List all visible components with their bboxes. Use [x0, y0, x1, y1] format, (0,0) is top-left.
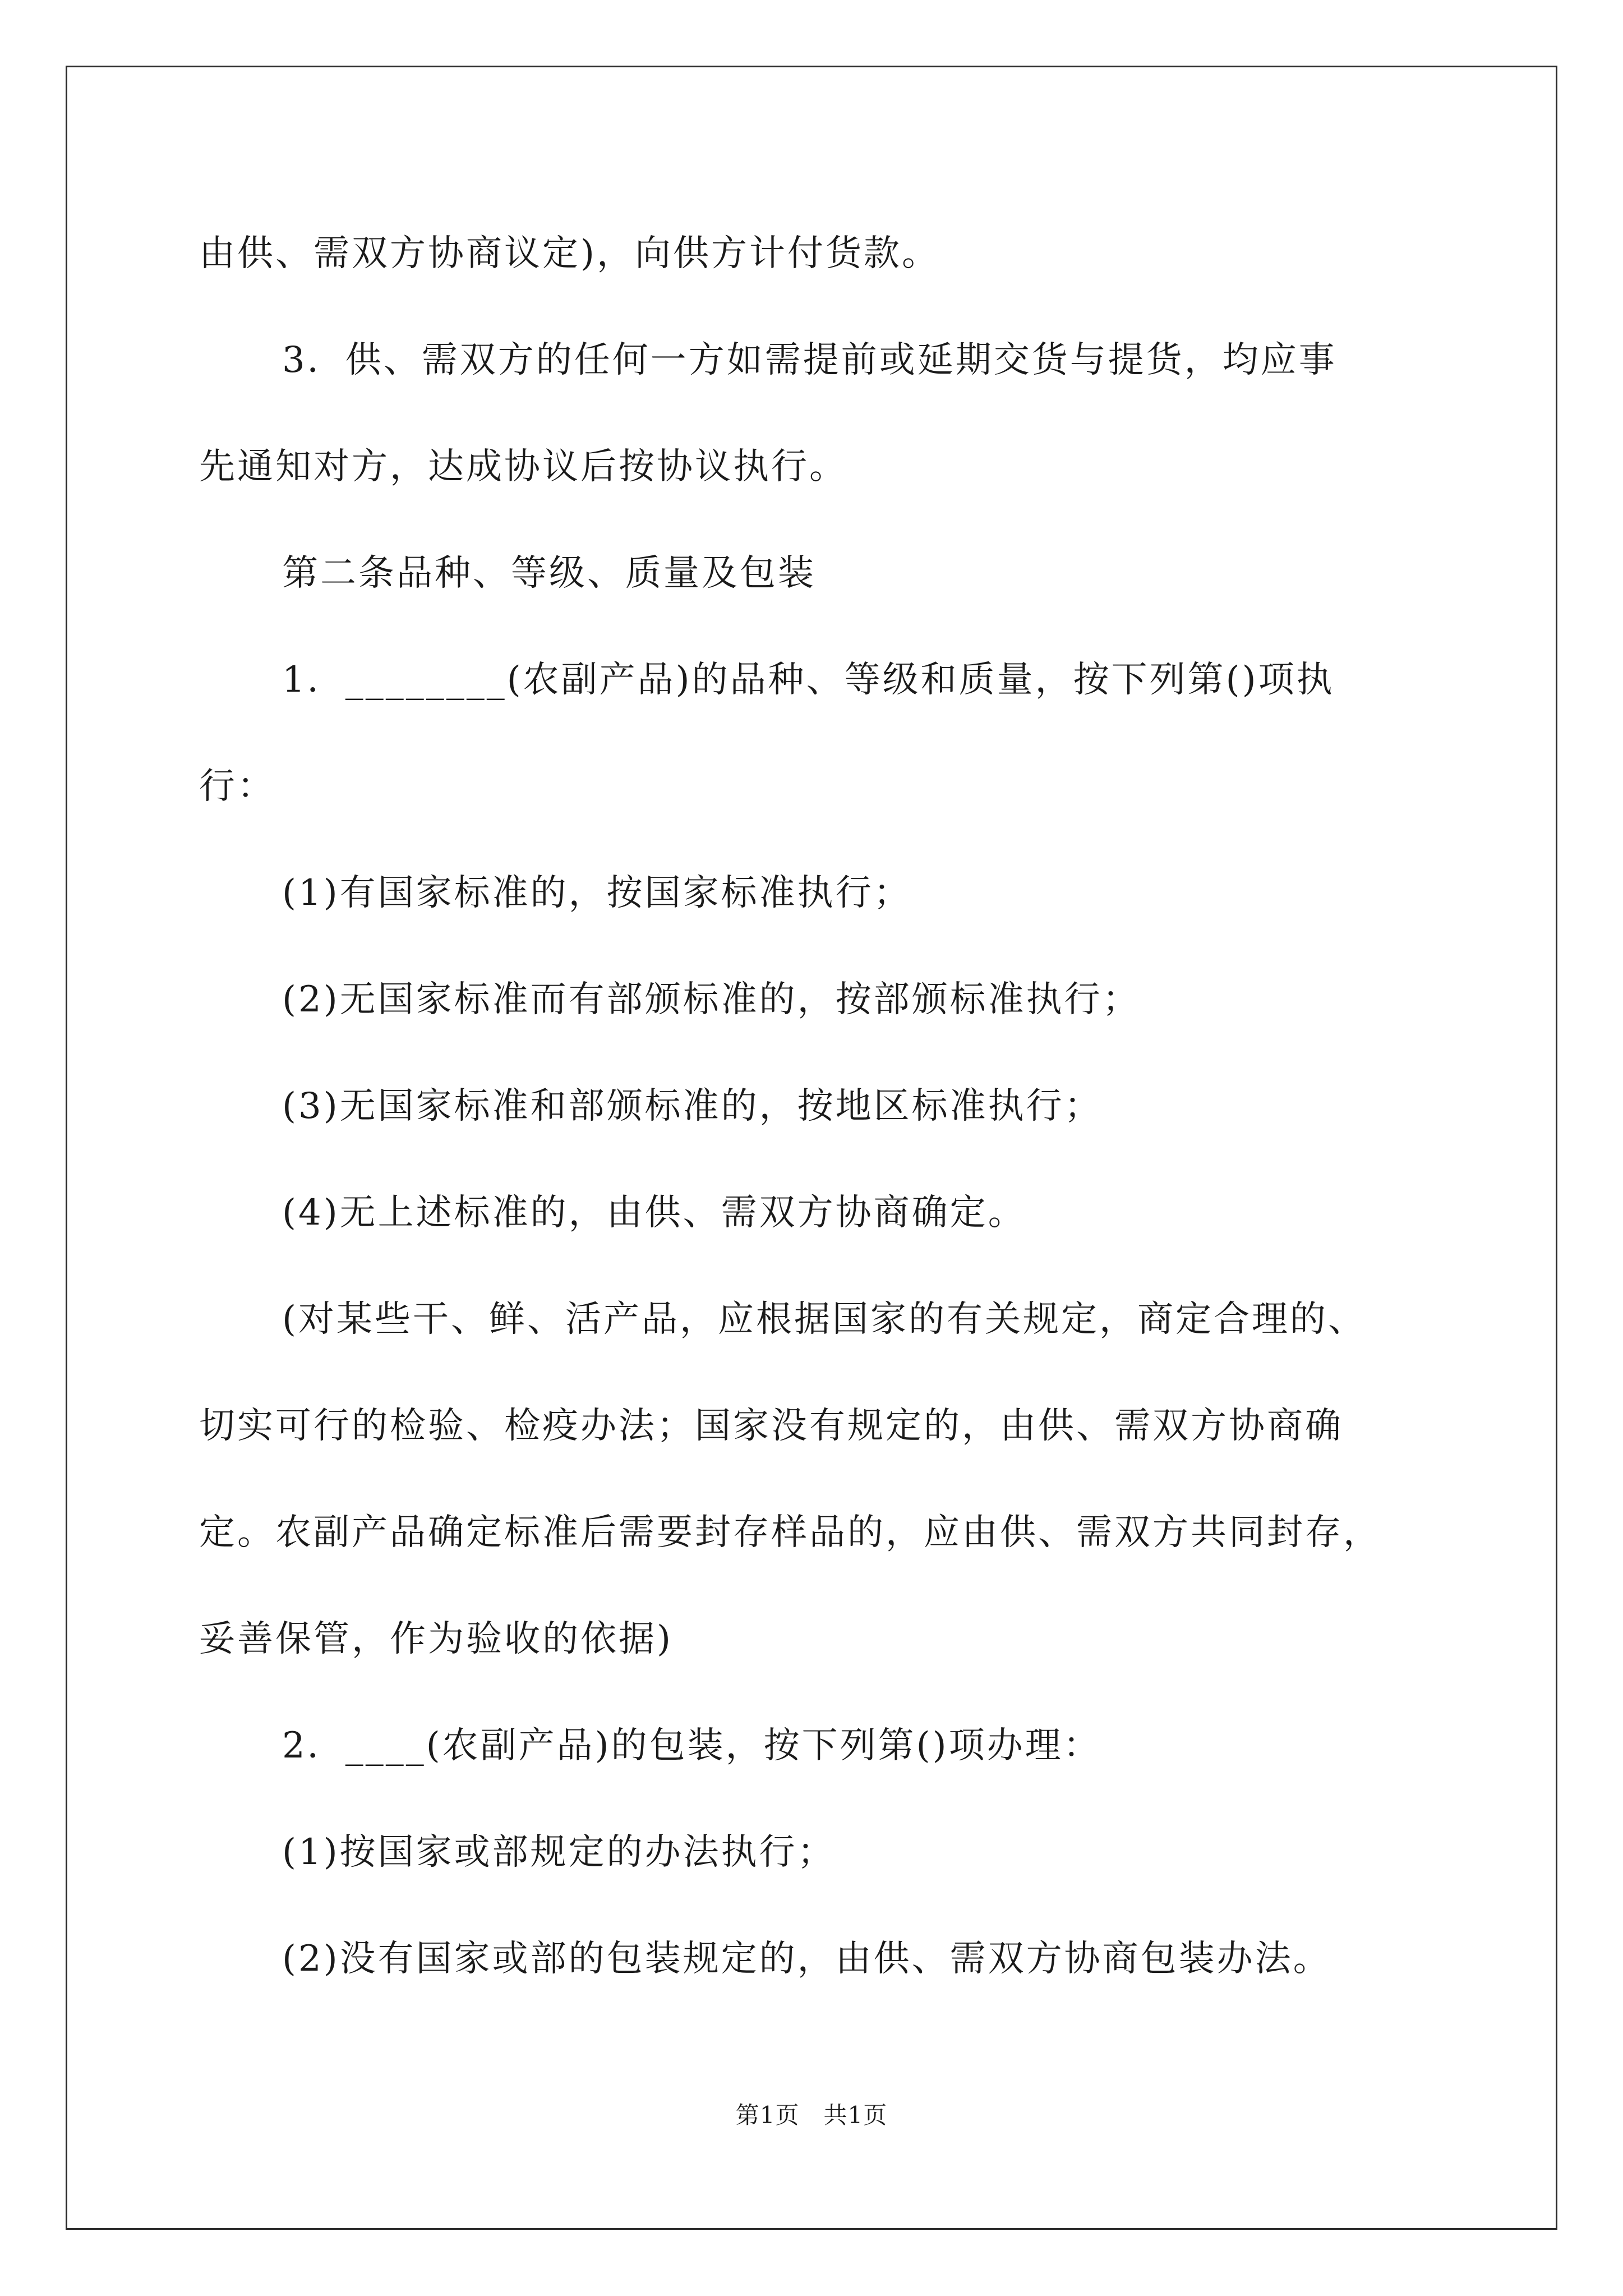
list-item: (4)无上述标准的，由供、需双方协商确定。	[282, 1192, 1026, 1234]
list-item: (2)无国家标准而有部颁标准的，按部颁标准执行；	[282, 979, 1141, 1020]
text-line: 先通知对方，达成协议后按协议执行。	[199, 446, 847, 487]
list-item: (1)有国家标准的，按国家标准执行；	[282, 872, 912, 914]
list-item: (2)没有国家或部的包装规定的，由供、需双方协商包装办法。	[282, 1938, 1331, 1980]
text-line: 行：	[199, 766, 275, 807]
text-line: 定。农副产品确定标准后需要封存样品的，应由供、需双方共同封存，	[199, 1512, 1381, 1553]
text-line: (对某些干、鲜、活产品，应根据国家的有关规定，商定合理的、	[282, 1299, 1366, 1340]
text-line: 由供、需双方协商议定)，向供方计付货款。	[199, 233, 940, 274]
list-item: (3)无国家标准和部颁标准的，按地区标准执行；	[282, 1085, 1103, 1127]
text-line: 2．____(农副产品)的包装，按下列第()项办理：	[282, 1725, 1101, 1766]
section-heading: 第二条品种、等级、质量及包装	[282, 553, 816, 594]
text-line: 妥善保管，作为验收的依据)	[199, 1618, 673, 1660]
page-footer: 第1页 共1页	[735, 2101, 888, 2129]
page-border	[66, 66, 1557, 2230]
list-item: (1)按国家或部规定的办法执行；	[282, 1832, 836, 1873]
text-line: 1．________(农副产品)的品种、等级和质量，按下列第()项执	[282, 659, 1335, 701]
text-line: 3．供、需双方的任何一方如需提前或延期交货与提货，均应事	[282, 339, 1337, 381]
text-line: 切实可行的检验、检疫办法；国家没有规定的，由供、需双方协商确	[199, 1405, 1343, 1447]
